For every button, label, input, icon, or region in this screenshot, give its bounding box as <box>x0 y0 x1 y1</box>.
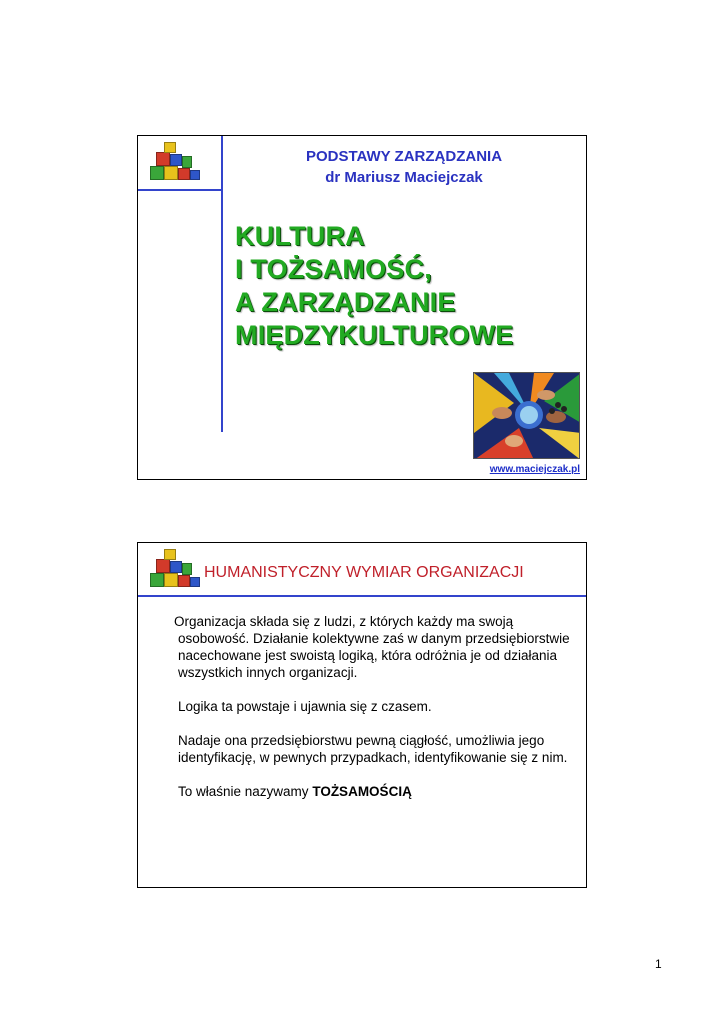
divider-horizontal <box>138 189 222 191</box>
hands-globe-image <box>473 372 580 459</box>
title-line: I TOŻSAMOŚĆ, <box>235 254 432 284</box>
emphasis-term: TOŻSAMOŚCIĄ <box>312 784 412 799</box>
divider-vertical <box>221 136 223 432</box>
toy-blocks-icon <box>144 549 204 593</box>
course-title: PODSTAWY ZARZĄDZANIA <box>305 148 503 165</box>
slide-humanistic-dimension <box>137 542 587 888</box>
slide-title-text <box>235 220 575 352</box>
paragraph: Organizacja składa się z ludzi, z których każdy ma swoją osobowość. Działanie kolektywne zaś w danym przedsiębiorstwie nacechowane jest swoistą logiką, która odróżnia je od działania wszystkich innych organizacji. <box>174 614 570 680</box>
course-header <box>228 146 580 188</box>
title-line: KULTURA <box>235 221 365 251</box>
toy-blocks-icon <box>144 142 204 186</box>
paragraph: Logika ta powstaje i ujawnia się z czasem. <box>178 699 432 714</box>
slide-body <box>174 613 578 817</box>
paragraph-text: To właśnie nazywamy <box>178 784 313 799</box>
title-line: MIĘDZYKULTUROWE <box>235 320 514 350</box>
paragraph: Nadaje ona przedsiębiorstwu pewną ciągłość, umożliwia jego identyfikację, w pewnych przypadkach, identyfikowanie się z nim. <box>178 733 568 765</box>
author-name: dr Mariusz Maciejczak <box>325 169 483 186</box>
page-number: 1 <box>655 957 662 971</box>
slide-heading: HUMANISTYCZNY WYMIAR ORGANIZACJI <box>204 564 524 581</box>
heading-underline <box>138 595 586 597</box>
website-link[interactable]: www.maciejczak.pl <box>489 464 580 475</box>
paragraph <box>178 783 578 800</box>
title-line: A ZARZĄDZANIE <box>235 287 456 317</box>
slide-title <box>137 135 587 480</box>
